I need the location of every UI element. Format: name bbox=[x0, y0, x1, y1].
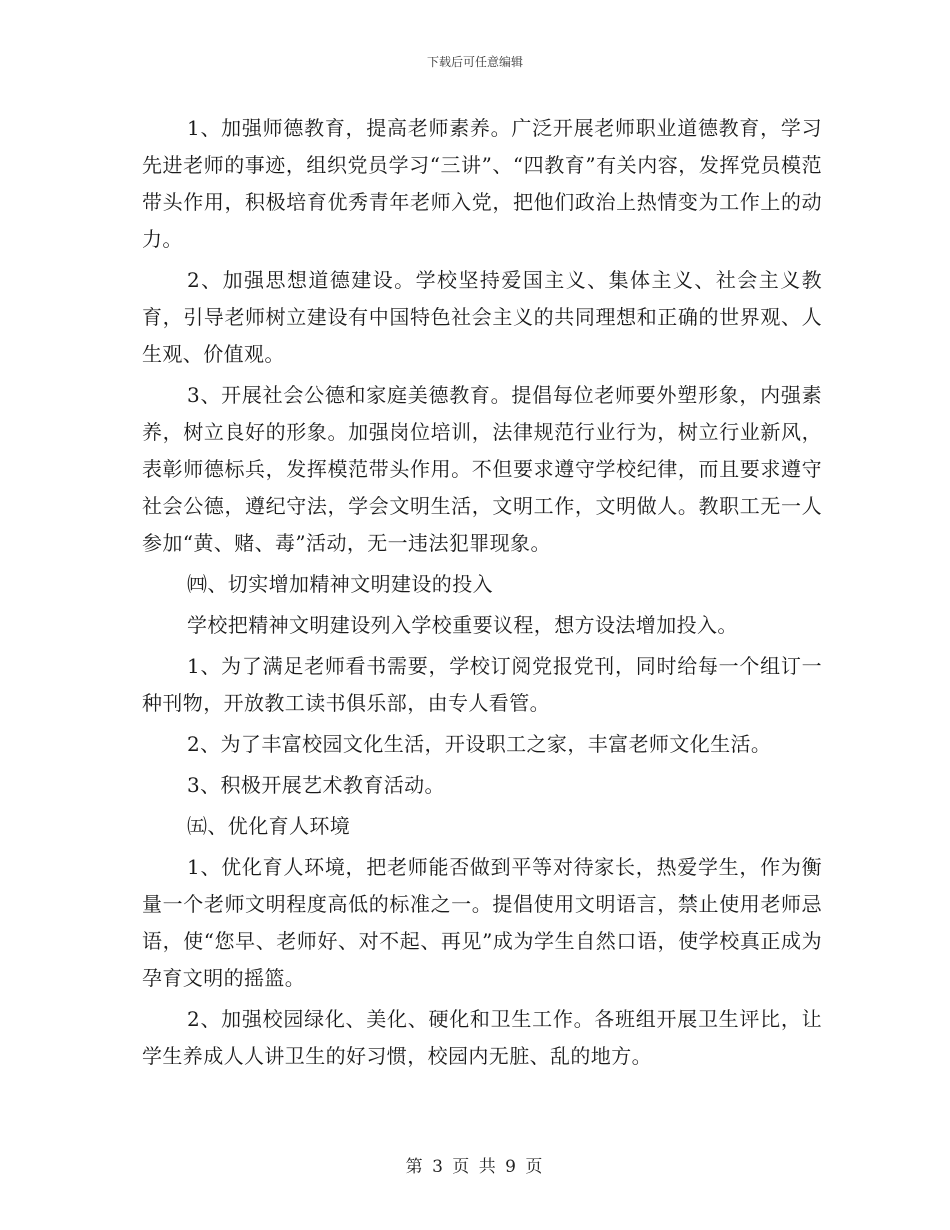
document-body bbox=[142, 110, 822, 1079]
paragraph-art-education: 3、积极开展艺术教育活动。 bbox=[187, 773, 445, 797]
paragraph-campus-greening: 2、加强校园绿化、美化、硬化和卫生工作。各班组开展卫生评比，让学生养成人人讲卫生的好习惯，校园内无脏、乱的地方。 bbox=[142, 1007, 822, 1068]
page-header-note: 下载后可任意编辑 bbox=[426, 55, 523, 69]
paragraph-moral-construction: 2、加强思想道德建设。学校坚持爱国主义、集体主义、社会主义教育，引导老师树立建设有中国特色社会主义的共同理想和正确的世界观、人生观、价值观。 bbox=[142, 268, 822, 366]
paragraph-environment: 1、优化育人环境，把老师能否做到平等对待家长，热爱学生，作为衡量一个老师文明程度高低的标准之一。提倡使用文明语言，禁止使用老师忌语，使“您早、老师好、对不起、再见”成为学生自然口语，使学校真正成为孕育文明的摇篮。 bbox=[142, 855, 822, 990]
paragraph-staff-home: 2、为了丰富校园文化生活，开设职工之家，丰富老师文化生活。 bbox=[187, 732, 772, 756]
section-heading-investment: ㈣、切实增加精神文明建设的投入 bbox=[187, 572, 493, 596]
section-heading-environment: ㈤、优化育人环境 bbox=[187, 814, 351, 838]
paragraph-investment-intro: 学校把精神文明建设列入学校重要议程，想方设法增加投入。 bbox=[187, 613, 738, 637]
paragraph-social-ethics: 3、开展社会公德和家庭美德教育。提倡每位老师要外塑形象，内强素养，树立良好的形象。加强岗位培训，法律规范行业行为，树立行业新风，表彰师德标兵，发挥模范带头作用。不但要求遵守学校纪律，而且要求遵守社会公德，遵纪守法，学会文明生活，文明工作，文明做人。教职工无一人参加“黄、赌、毒”活动，无一违法犯罪现象。 bbox=[142, 383, 822, 555]
paragraph-teacher-ethics: 1、加强师德教育，提高老师素养。广泛开展老师职业道德教育，学习先进老师的事迹，组织党员学习“三讲”、“四教育”有关内容，发挥党员模范带头作用，积极培育优秀青年老师入党，把他们政治上热情变为工作上的动力。 bbox=[142, 116, 822, 251]
paragraph-reading-club: 1、为了满足老师看书需要，学校订阅党报党刊，同时给每一个组订一种刊物，开放教工读书俱乐部，由专人看管。 bbox=[142, 654, 822, 715]
page-number: 第 3 页 共 9 页 bbox=[405, 1157, 545, 1177]
